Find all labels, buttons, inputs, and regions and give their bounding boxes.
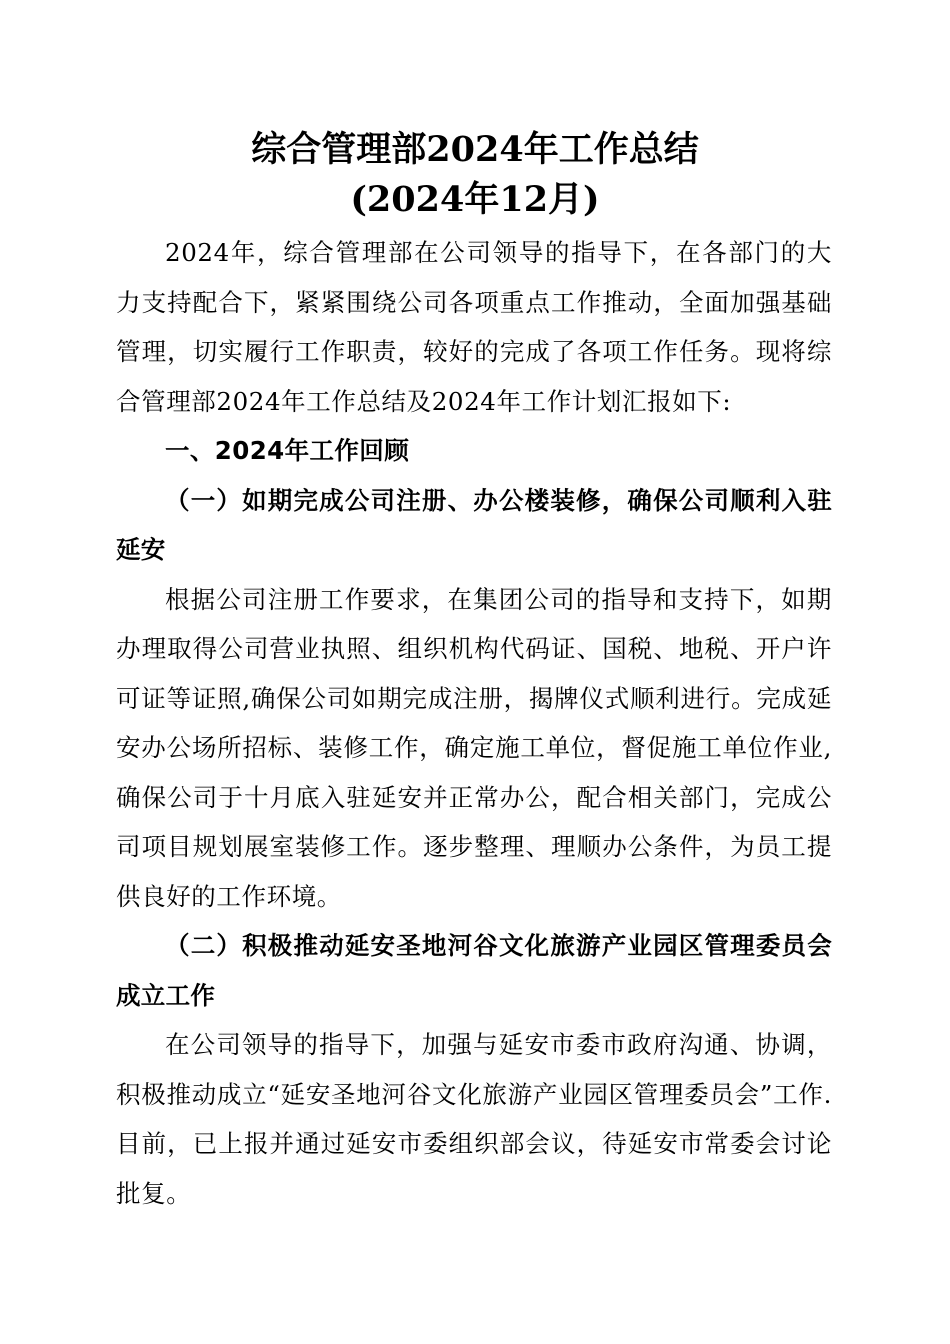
subsection-heading-registration: （一）如期完成公司注册、办公楼装修，确保公司顺利入驻延安 [116, 485, 832, 564]
section-heading-review: 一、2024年工作回顾 [165, 436, 410, 465]
committee-paragraph: 在公司领导的指导下，加强与延安市委市政府沟通、协调，积极推动成立“延安圣地河谷文化旅游产业园区管理委员会”工作.目前，已上报并通过延安市委组织部会议，待延安市常委会讨论批复。 [116, 1030, 832, 1208]
registration-paragraph: 根据公司注册工作要求，在集团公司的指导和支持下，如期办理取得公司营业执照、组织机构代码证、国税、地税、开户许可证等证照,确保公司如期完成注册，揭牌仪式顺利进行。完成延安办公场所招标、装修工作，确定施工单位，督促施工单位作业,确保公司于十月底入驻延安并正常办公，配合相关部门，完成公司项目规划展室装修工作。逐步整理、理顺办公条件，为员工提供良好的工作环境。 [116, 584, 832, 911]
document-body [116, 228, 832, 1218]
intro-paragraph: 2024年，综合管理部在公司领导的指导下，在各部门的大力支持配合下，紧紧围绕公司各项重点工作推动，全面加强基础管理，切实履行工作职责，较好的完成了各项工作任务。现将综合管理部2024年工作总结及2024年工作计划汇报如下: [116, 238, 832, 416]
subsection-heading-committee: （二）积极推动延安圣地河谷文化旅游产业园区管理委员会成立工作 [116, 931, 832, 1010]
document-date-subtitle: (2024年12月) [350, 179, 600, 220]
document-title: 综合管理部2024年工作总结 [251, 129, 699, 170]
